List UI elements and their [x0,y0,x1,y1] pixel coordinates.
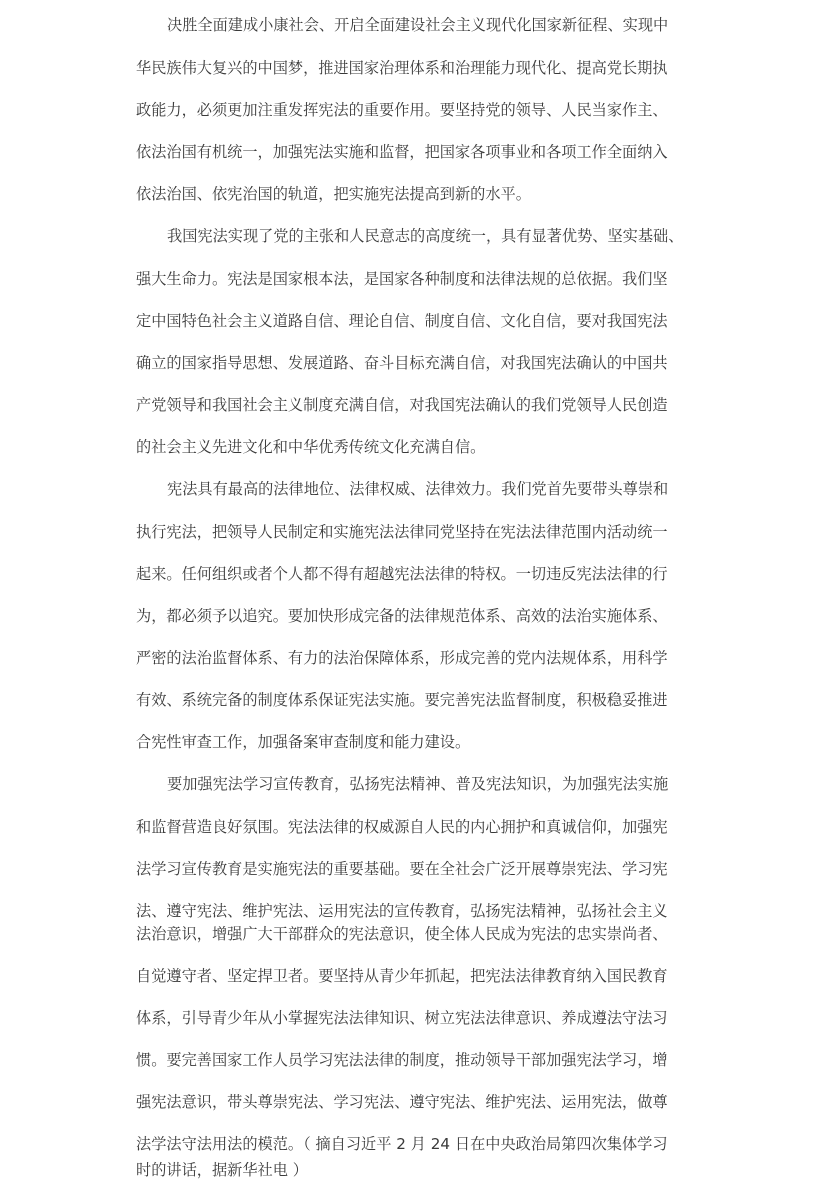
paragraph-line: 为，都必须予以追究。要加快形成完备的法律规范体系、高效的法治实施体系、 [136,607,668,625]
paragraph-line: 的社会主义先进文化和中华优秀传统文化充满自信。 [136,438,486,456]
paragraph-line: 我国宪法实现了党的主张和人民意志的高度统一，具有显著优势、坚实基础、 [167,227,684,245]
paragraph-line: 法学习宣传教育是实施宪法的重要基础。要在全社会广泛开展尊崇宪法、学习宪 [136,860,668,878]
paragraph-line: 自觉遵守者、坚定捍卫者。要坚持从青少年抓起，把宪法法律教育纳入国民教育 [136,967,668,985]
paragraph-line: 强宪法意识，带头尊崇宪法、学习宪法、遵守宪法、维护宪法、运用宪法，做尊 [136,1093,668,1111]
paragraph-line: 决胜全面建成小康社会、开启全面建设社会主义现代化国家新征程、实现中 [167,16,669,34]
paragraph-line: 定中国特色社会主义道路自信、理论自信、制度自信、文化自信，要对我国宪法 [136,312,668,330]
paragraph-line: 和监督营造良好氛围。宪法法律的权威源自人民的内心拥护和真诚信仰，加强宪 [136,818,668,836]
paragraph-line: 强大生命力。宪法是国家根本法，是国家各种制度和法律法规的总依据。我们坚 [136,270,668,288]
paragraph-line: 时的讲话，据新华社电 ） [136,1161,308,1179]
paragraph-line: 确立的国家指导思想、发展道路、奋斗目标充满自信，对我国宪法确认的中国共 [136,354,668,372]
paragraph-line: 起来。任何组织或者个人都不得有超越宪法法律的特权。一切违反宪法法律的行 [136,565,668,583]
paragraph-line: 政能力，必须更加注重发挥宪法的重要作用。要坚持党的领导、人民当家作主、 [136,101,668,119]
paragraph-line: 法学法守法用法的模范。（ 摘自习近平 2 月 24 日在中央政治局第四次集体学习 [136,1135,668,1153]
paragraph-line: 产党领导和我国社会主义制度充满自信，对我国宪法确认的我们党领导人民创造 [136,396,668,414]
paragraph-line: 宪法具有最高的法律地位、法律权威、法律效力。我们党首先要带头尊崇和 [167,480,669,498]
paragraph-line: 法、遵守宪法、维护宪法、运用宪法的宣传教育，弘扬宪法精神，弘扬社会主义 [136,902,668,920]
paragraph-line: 法治意识，增强广大干部群众的宪法意识，使全体人民成为宪法的忠实崇尚者、 [136,925,668,943]
paragraph-line: 依法治国有机统一，加强宪法实施和监督，把国家各项事业和各项工作全面纳入 [136,143,668,161]
paragraph-line: 有效、系统完备的制度体系保证宪法实施。要完善宪法监督制度，积极稳妥推进 [136,691,668,709]
paragraph-line: 严密的法治监督体系、有力的法治保障体系，形成完善的党内法规体系，用科学 [136,649,668,667]
paragraph-line: 要加强宪法学习宣传教育，弘扬宪法精神、普及宪法知识，为加强宪法实施 [167,775,669,793]
paragraph-line: 依法治国、依宪治国的轨道，把实施宪法提高到新的水平。 [136,185,531,203]
paragraph-line: 华民族伟大复兴的中国梦，推进国家治理体系和治理能力现代化、提高党长期执 [136,59,668,77]
paragraph-line: 合宪性审查工作，加强备案审查制度和能力建设。 [136,733,471,751]
paragraph-line: 执行宪法，把领导人民制定和实施宪法法律同党坚持在宪法法律范围内活动统一 [136,523,668,541]
paragraph-line: 体系，引导青少年从小掌握宪法法律知识、树立宪法法律意识、养成遵法守法习 [136,1009,668,1027]
paragraph-line: 惯。要完善国家工作人员学习宪法法律的制度，推动领导干部加强宪法学习，增 [136,1051,668,1069]
